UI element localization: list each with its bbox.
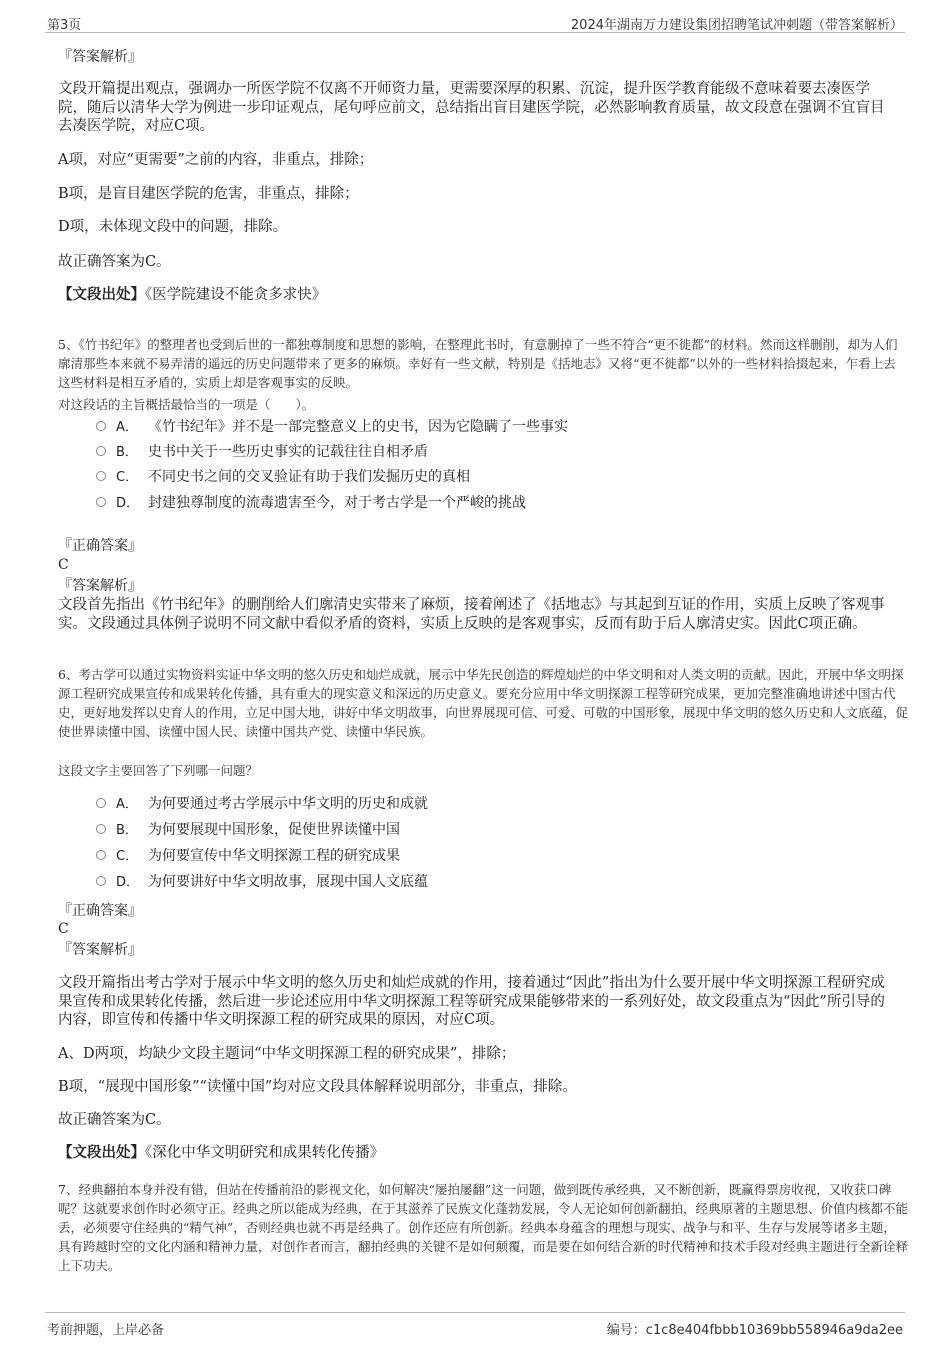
q4-source-label: 【文段出处】 (58, 286, 145, 303)
q6-option-ad-note: A、D两项，均缺少文段主题词“中华文明探源工程的研究成果”，排除； (58, 1046, 516, 1062)
page-header (45, 10, 905, 33)
option-letter: C． (116, 470, 139, 485)
q6-stem: 6、考古学可以通过实物资料实证中华文明的悠久历史和灿烂成就，展示中华先民创造的辉煌灿烂的中华文明和对人类文明的贡献。因此，开展中华文明探源工程研究成果宣传和成果转化传播，具有重大的现实意义和深远的历史意义。要充分应用中华文明探源工程等研究成果，更加完整准确地讲述中国古代史，更好地发挥以史育人的作用，立足中国大地，讲好中华文明故事，向世界展现可信、可爱、可敬的中国形象，展现中华文明的悠久历史和人文底蕴，促使世界读懂中国、读懂中国人民、读懂中国共产党、读懂中华民族。 (58, 667, 909, 739)
radio-icon[interactable] (96, 471, 106, 481)
q7-stem: 7、经典翻拍本身并没有错，但站在传播前沿的影视文化，如何解决“屡拍屡翻”这一问题，做到既传承经典，又不断创新，既赢得票房收视，又收获口碑呢？这就要求创作时必须守正。经典之所以能成为经典，在于其滋养了民族文化蓬勃发展，令人无论如何创新翻拍，经典原著的主题思想、价值内核都不能丢，必须要守住经典的“精气神”，否则经典也就不再是经典了。创作还应有所创新。经典本身蕴含的理想与现实、战争与和平、生存与发展等诸多主题，具有跨越时空的文化内涵和精神力量，对创作者而言，翻拍经典的关键不是如何颠覆，而是要在如何结合新的时代精神和技术手段对经典主题进行全新诠释上下功夫。 (58, 1182, 909, 1273)
q6-option-a[interactable] (96, 794, 428, 815)
option-letter: D． (116, 496, 140, 511)
document-title: 2024年湖南万力建设集团招聘笔试冲刺题（带答案解析） (570, 18, 903, 33)
q4-conclusion: 故正确答案为C。 (58, 254, 171, 270)
option-text: 封建独尊制度的流毒遗害至今，对于考古学是一个严峻的挑战 (148, 495, 526, 511)
option-text: 为何要宣传中华文明探源工程的研究成果 (148, 848, 400, 864)
option-letter: B． (116, 823, 138, 838)
option-text: 为何要通过考古学展示中华文明的历史和成就 (148, 796, 428, 812)
option-text: 为何要讲好中华文明故事，展现中国人文底蕴 (148, 874, 428, 890)
q5-answer-label: 『正确答案』 (58, 538, 142, 554)
q6-option-b-note: B项，“展现中国形象”“读懂中国”均对应文段具体解释说明部分，非重点，排除。 (58, 1079, 577, 1095)
radio-icon[interactable] (96, 421, 106, 431)
radio-icon[interactable] (96, 497, 106, 507)
q6-option-c[interactable] (96, 846, 400, 867)
page-footer (45, 1312, 905, 1339)
q5-stem: 5、《竹书纪年》的整理者也受到后世的一都独尊制度和思想的影响，在整理此书时，有意删掉了一些不符合“更不徙都”的材料。然而这样删削，却为人们廓清那些本来就不易弄清的遥远的历史问题带来了更多的麻烦。幸好有一些文献，特别是《括地志》又将“更不徙都”以外的一些材料拾掇起来，乍看上去这些材料是相互矛盾的，实质上却是客观事实的反映。 (58, 337, 898, 390)
q6-analysis-label: 『答案解析』 (58, 942, 142, 958)
q5-analysis: 文段首先指出《竹书纪年》的删削给人们廓清史实带来了麻烦，接着阐述了《括地志》与其起到互证的作用，实质上反映了客观事实。文段通过具体例子说明不同文献中看似矛盾的资料，实质上反映的是客观事实，反而有助于后人廓清史实。因此C项正确。 (58, 597, 885, 632)
page-number: 第3页 (47, 18, 82, 33)
q6-prompt: 这段文字主要回答了下列哪一问题？ (58, 763, 259, 778)
q4-option-b-note: B项，是盲目建医学院的危害，非重点，排除； (58, 186, 359, 202)
q6-analysis: 文段开篇指出考古学对于展示中华文明的悠久历史和灿烂成就的作用，接着通过“因此”指出为什么要开展中华文明探源工程研究成果宣传和成果转化传播，然后进一步论述应用中华文明探源工程等研究成果能够带来的一系列好处，故文段重点为“因此”所引导的内容，即宣传和传播中华文明探源工程的研究成果的原因，对应C项。 (58, 975, 885, 1028)
q5-answer: C (58, 557, 69, 573)
radio-icon[interactable] (96, 876, 106, 886)
document-code: 编号：c1c8e404fbbb10369bb558946a9da2ee (606, 1323, 903, 1338)
q6-answer-label: 『正确答案』 (58, 903, 142, 919)
radio-icon[interactable] (96, 850, 106, 860)
q4-option-a-note: A项，对应“更需要”之前的内容，非重点，排除； (58, 152, 374, 168)
q6-source-label: 【文段出处】 (58, 1144, 145, 1161)
option-letter: C． (116, 849, 139, 864)
q5-prompt: 对这段话的主旨概括最恰当的一项是（ ）。 (58, 397, 315, 412)
q5-option-a[interactable] (96, 417, 568, 438)
q4-source-title: 《医学院建设不能贪多求快》 (145, 287, 327, 303)
q4-option-d-note: D项，未体现文段中的问题，排除。 (58, 219, 288, 235)
radio-icon[interactable] (96, 798, 106, 808)
q4-analysis: 文段开篇提出观点，强调办一所医学院不仅离不开师资力量，更需要深厚的积累、沉淀，提升医学教育能级不意味着要去凑医学院，随后以清华大学为例进一步印证观点，尾句呼应前文，总结指出盲目建医学院，必然影响教育质量，故文段意在强调不宜盲目去凑医学院，对应C项。 (58, 81, 885, 134)
q6-option-d[interactable] (96, 872, 428, 893)
q6-source (58, 1144, 898, 1163)
q6-option-b[interactable] (96, 820, 400, 841)
option-text: 为何要展现中国形象，促使世界读懂中国 (148, 822, 400, 838)
q6-conclusion: 故正确答案为C。 (58, 1112, 171, 1128)
q6-answer: C (58, 921, 69, 937)
option-letter: B． (116, 445, 138, 460)
option-text: 史书中关于一些历史事实的记载往往自相矛盾 (148, 444, 428, 460)
q5-analysis-label: 『答案解析』 (58, 578, 142, 594)
option-letter: A． (116, 797, 138, 812)
radio-icon[interactable] (96, 446, 106, 456)
q5-option-d[interactable] (96, 493, 526, 514)
q5-option-c[interactable] (96, 467, 470, 488)
option-text: 《竹书纪年》并不是一部完整意义上的史书，因为它隐瞒了一些事实 (148, 419, 568, 435)
option-letter: D． (116, 875, 140, 890)
q5-option-b[interactable] (96, 442, 428, 463)
footer-slogan: 考前押题，上岸必备 (47, 1323, 165, 1338)
q6-source-title: 《深化中华文明研究和成果转化传播》 (145, 1145, 385, 1161)
q4-source (58, 286, 898, 305)
q4-analysis-label: 『答案解析』 (58, 49, 142, 65)
radio-icon[interactable] (96, 824, 106, 834)
option-text: 不同史书之间的交叉验证有助于我们发掘历史的真相 (148, 469, 470, 485)
option-letter: A． (116, 420, 138, 435)
